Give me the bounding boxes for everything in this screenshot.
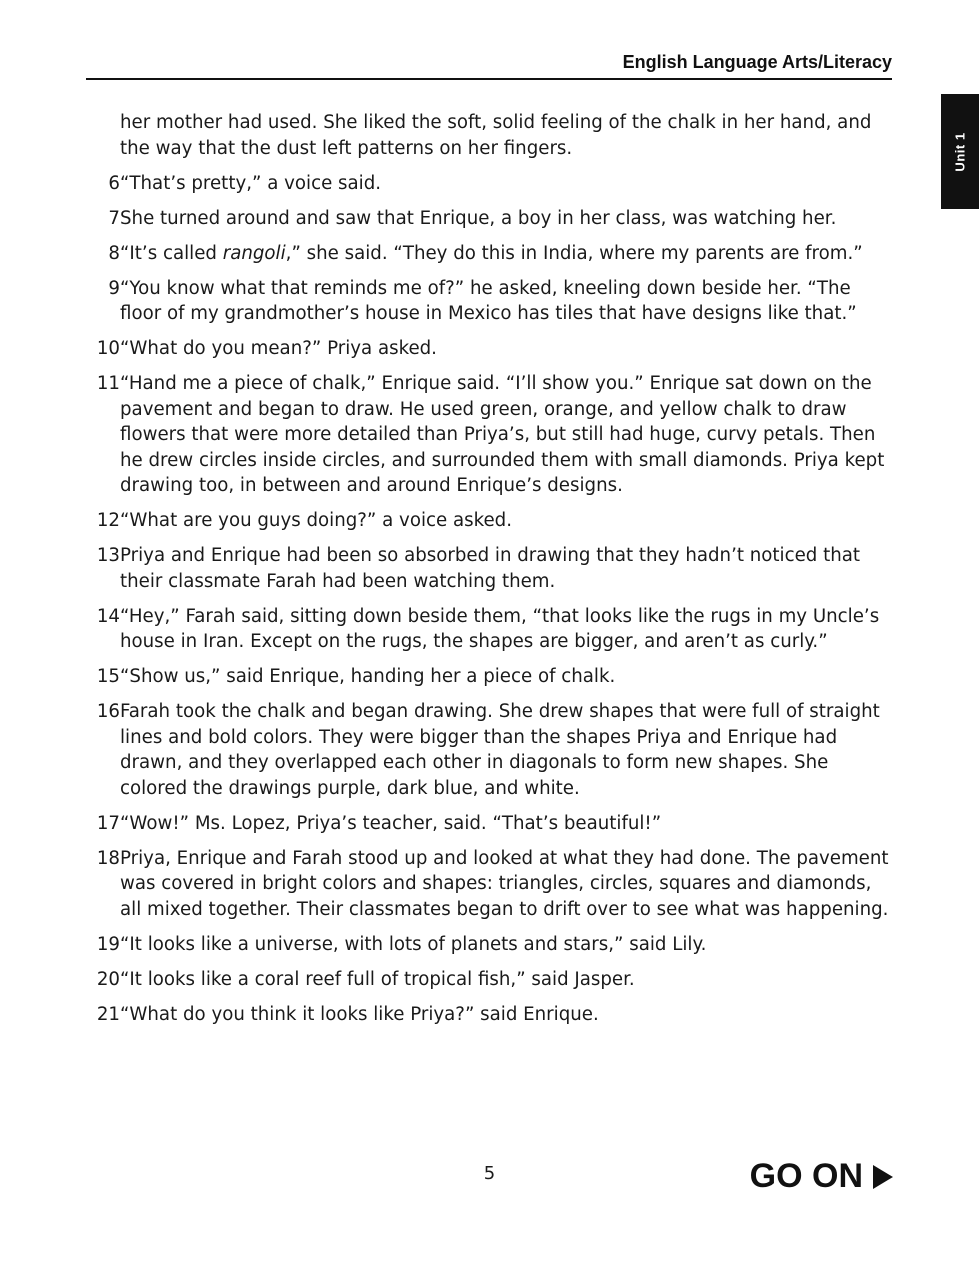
paragraph-number: 10 [96, 338, 120, 359]
paragraph [86, 371, 892, 499]
paragraph [86, 699, 892, 801]
page-number: 5 [483, 1163, 496, 1184]
paragraph-text: “Hey,” Farah said, sitting down beside them, “that looks like the rugs in my Uncle’s house in Iran. Except on the rugs, the shapes are bigger, and aren’t as curly.” [120, 605, 880, 652]
paragraph [86, 508, 892, 534]
paragraph-text: “It looks like a coral reef full of tropical fish,” said Jasper. [120, 968, 635, 990]
unit-tab-label: Unit 1 [952, 131, 968, 172]
paragraph [86, 206, 892, 232]
paragraph-number: 13 [96, 545, 120, 566]
paragraph-number: 18 [96, 847, 120, 869]
header-divider [86, 78, 892, 80]
paragraph [86, 664, 892, 690]
paragraph [86, 543, 892, 594]
paragraph [86, 846, 892, 923]
right-triangle-arrow-icon [873, 1165, 893, 1189]
paragraph-number: 14 [96, 605, 120, 627]
paragraph-number: 20 [96, 968, 120, 990]
passage-body [86, 110, 892, 1037]
paragraph-text: “You know what that reminds me of?” he asked, kneeling down beside her. “The floor of my grandmother’s house in Mexico has tiles that have designs like that.” [120, 277, 857, 324]
paragraph-number: 6 [108, 172, 120, 194]
paragraph [86, 276, 892, 327]
paragraph-number: 12 [96, 510, 120, 531]
paragraph-text: “That’s pretty,” a voice said. [120, 172, 382, 194]
paragraph-text: “It looks like a universe, with lots of planets and stars,” said Lily. [120, 933, 707, 955]
paragraph-number: 11 [96, 373, 120, 394]
paragraph-text: Farah took the chalk and began drawing. She drew shapes that were full of straight lines and bold colors. They were bigger than the shapes Priya and Enrique had drawn, and they overlapped each other in diagonals to form new shapes. She colored the drawings purple, dark blue, and white. [120, 701, 880, 799]
paragraph-text [120, 241, 892, 267]
paragraph-number: 9 [108, 277, 120, 299]
paragraph-number: 7 [108, 207, 120, 229]
paragraph [86, 110, 892, 161]
paragraph-text: “What do you mean?” Priya asked. [120, 338, 437, 359]
paragraph [86, 241, 892, 267]
paragraph-number: 15 [96, 666, 120, 687]
go-on-label: GO ON [749, 1157, 863, 1195]
paragraph-text: “What are you guys doing?” a voice asked. [120, 510, 512, 531]
paragraph-number: 21 [96, 1003, 120, 1025]
paragraph-number: 19 [96, 933, 120, 955]
paragraph-text: “What do you think it looks like Priya?” said Enrique. [120, 1003, 599, 1025]
paragraph [86, 967, 892, 993]
paragraph-number: 8 [108, 242, 120, 264]
paragraph [86, 1002, 892, 1028]
paragraph [86, 336, 892, 362]
unit-tab [941, 94, 979, 209]
paragraph-number: 16 [96, 701, 120, 722]
paragraph-text: “Wow!” Ms. Lopez, Priya’s teacher, said. “That’s beautiful!” [120, 812, 662, 834]
paragraph-text-after: ,” she said. “They do this in India, where my parents are from.” [285, 242, 863, 264]
paragraph [86, 811, 892, 837]
header-title: English Language Arts/Literacy [622, 52, 892, 72]
paragraph [86, 171, 892, 197]
paragraph-text: “Hand me a piece of chalk,” Enrique said. “I’ll show you.” Enrique sat down on the pavement and began to draw. He used green, orange, and yellow chalk to draw flowers that were more detailed than Priya’s, but still had huge, curvy petals. Then he drew circles inside circles, and surrounded them with small diamonds. Priya kept drawing too, in between and around Enrique’s designs. [120, 373, 885, 496]
paragraph-text: Priya and Enrique had been so absorbed in drawing that they hadn’t noticed that their classmate Farah had been watching them. [120, 545, 861, 592]
paragraph-text-before: “It’s called [120, 242, 223, 264]
paragraph-number [86, 110, 120, 161]
paragraph-number: 17 [96, 812, 120, 834]
paragraph-text: “Show us,” said Enrique, handing her a piece of chalk. [120, 666, 616, 687]
paragraph [86, 604, 892, 655]
paragraph-text: She turned around and saw that Enrique, a boy in her class, was watching her. [120, 207, 837, 229]
go-on-indicator [750, 1157, 893, 1196]
paragraph [86, 932, 892, 958]
paragraph-text: her mother had used. She liked the soft, solid feeling of the chalk in her hand, and the way that the dust left patterns on her fingers. [120, 112, 872, 159]
italic-term: rangoli [222, 242, 286, 264]
paragraph-text: Priya, Enrique and Farah stood up and looked at what they had done. The pavement was covered in bright colors and shapes: triangles, circles, squares and diamonds, all mixed together. Their classmates began to drift over to see what was happening. [120, 847, 889, 920]
